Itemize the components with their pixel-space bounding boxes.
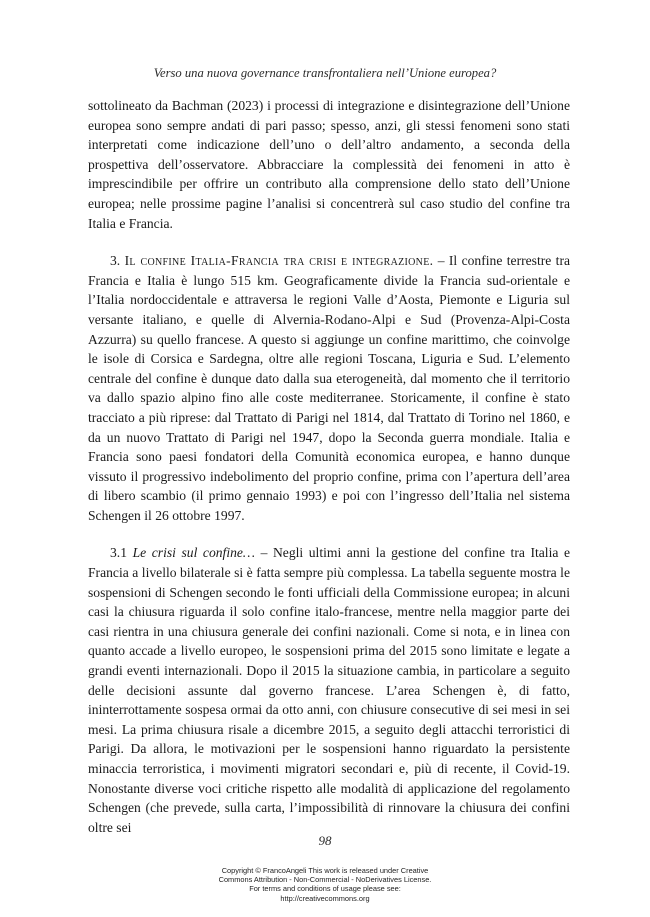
subsection-body: Negli ultimi anni la gestione del confine tra Italia e Francia a livello bilaterale si è fatta sempre più complessa. La tabella seguente mostra le sospensioni di Schengen secondo le fonti ufficiali della Commissione europea; in alcuni casi la chiusura riguarda il solo confine italo-francese, mentre nella maggior parte dei casi rientra in una chiusura generale dei confini nazionali. Come si nota, e in linea con quanto accade a livello europeo, le sospensioni prima del 2015 sono limitate e legate a grandi eventi internazionali. Dopo il 2015 la situazione cambia, in particolare a seguito delle decisioni assunte dal governo francese. L’area Schengen è, di fatto, ininterrottamente sospesa ormai da otto anni, con chiusure consecutive di sei mesi in sei mesi. La prima chiusura risale a dicembre 2015, a seguito degli attacchi terroristici di Parigi. Da allora, le motivazioni per le sospensioni hanno riguardato la persistente minaccia terroristica, i movimenti migratori secondari e, più di recente, il Covid-19. Nonostante diverse voci critiche rispetto alle modalità di applicazione del regolamento Schengen (che prevede, sulla carta, l’impossibilità di rinnovare la chiusura dei confini oltre sei [88,545,571,835]
paragraph: sottolineato da Bachman (2023) i processi di integrazione e disintegrazione dell’Unione europea sono sempre andati di pari passo; spesso, anzi, gli stessi fenomeni sono stati interpretati come indicazione dell’uno o dell’altro andamento, a seconda della prospettiva dell’osservatore. Abbracciare la complessità dei fenomeni in atto è imprescindibile per offrire un contributo alla comprensione dello stato dell’Unione europea; nelle prossime pagine l’analisi si concentrerà sul caso studio del confine tra Italia e Francia. [88,98,570,231]
subsection-paragraph [88,543,570,837]
page-number: 98 [318,833,332,848]
license-line: For terms and conditions of usage please see: [249,884,401,894]
section-number: 3. [110,253,121,269]
heading-dash: – [433,253,449,269]
license-line: Copyright © FrancoAngeli This work is released under Creative [221,866,429,875]
license-notice [0,866,650,903]
body-text [88,96,570,837]
license-line: Commons Attribution - Non-Commercial - NoDerivatives License. [218,875,432,885]
subsection-number: 3.1 [110,545,127,561]
section-paragraph [88,251,570,525]
license-link[interactable]: http://creativecommons.org [280,893,370,903]
running-head: Verso una nuova governance transfrontaliera nell’Unione europea? [153,66,497,80]
subsection-heading: Le crisi sul confine… [132,545,256,561]
section-body: Il confine terrestre tra Francia e Italia è lungo 515 km. Geograficamente divide la Francia sud-orientale e l’Italia nordoccidentale e attraversa le regioni Valle d’Aosta, Piemonte e Liguria sul versante italiano, e quelle di Alvernia-Rodano-Alpi e Sud (Provenza-Alpi-Costa Azzurra) su quello francese. A questo si aggiunge un confine marittimo, che coinvolge le isole di Corsica e Sardegna, oltre alle regioni Toscana, Liguria e Sud. L’elemento centrale del confine è dunque dato dalla sua eterogeneità, dal momento che il territorio va dallo spazio alpino fino alle coste mediterranee. Storicamente, il confine è stato tracciato a più riprese: dal Trattato di Parigi nel 1814, dal Trattato di Torino nel 1860, e da un nuovo Trattato di Parigi nel 1947, dopo la Seconda guerra mondiale. Italia e Francia sono paesi fondatori della Comunità economica europea, e hanno dunque vissuto il progressivo indebolimento del proprio confine, prima con l’apertura dell’area di libero scambio (il primo gennaio 1993) e poi con l’ingresso dell’Italia nel sistema Schengen il 26 ottobre 1997. [88,253,571,523]
heading-dash: – [255,545,273,561]
section-heading: Il confine Italia-Francia tra crisi e integrazione. [124,253,434,269]
